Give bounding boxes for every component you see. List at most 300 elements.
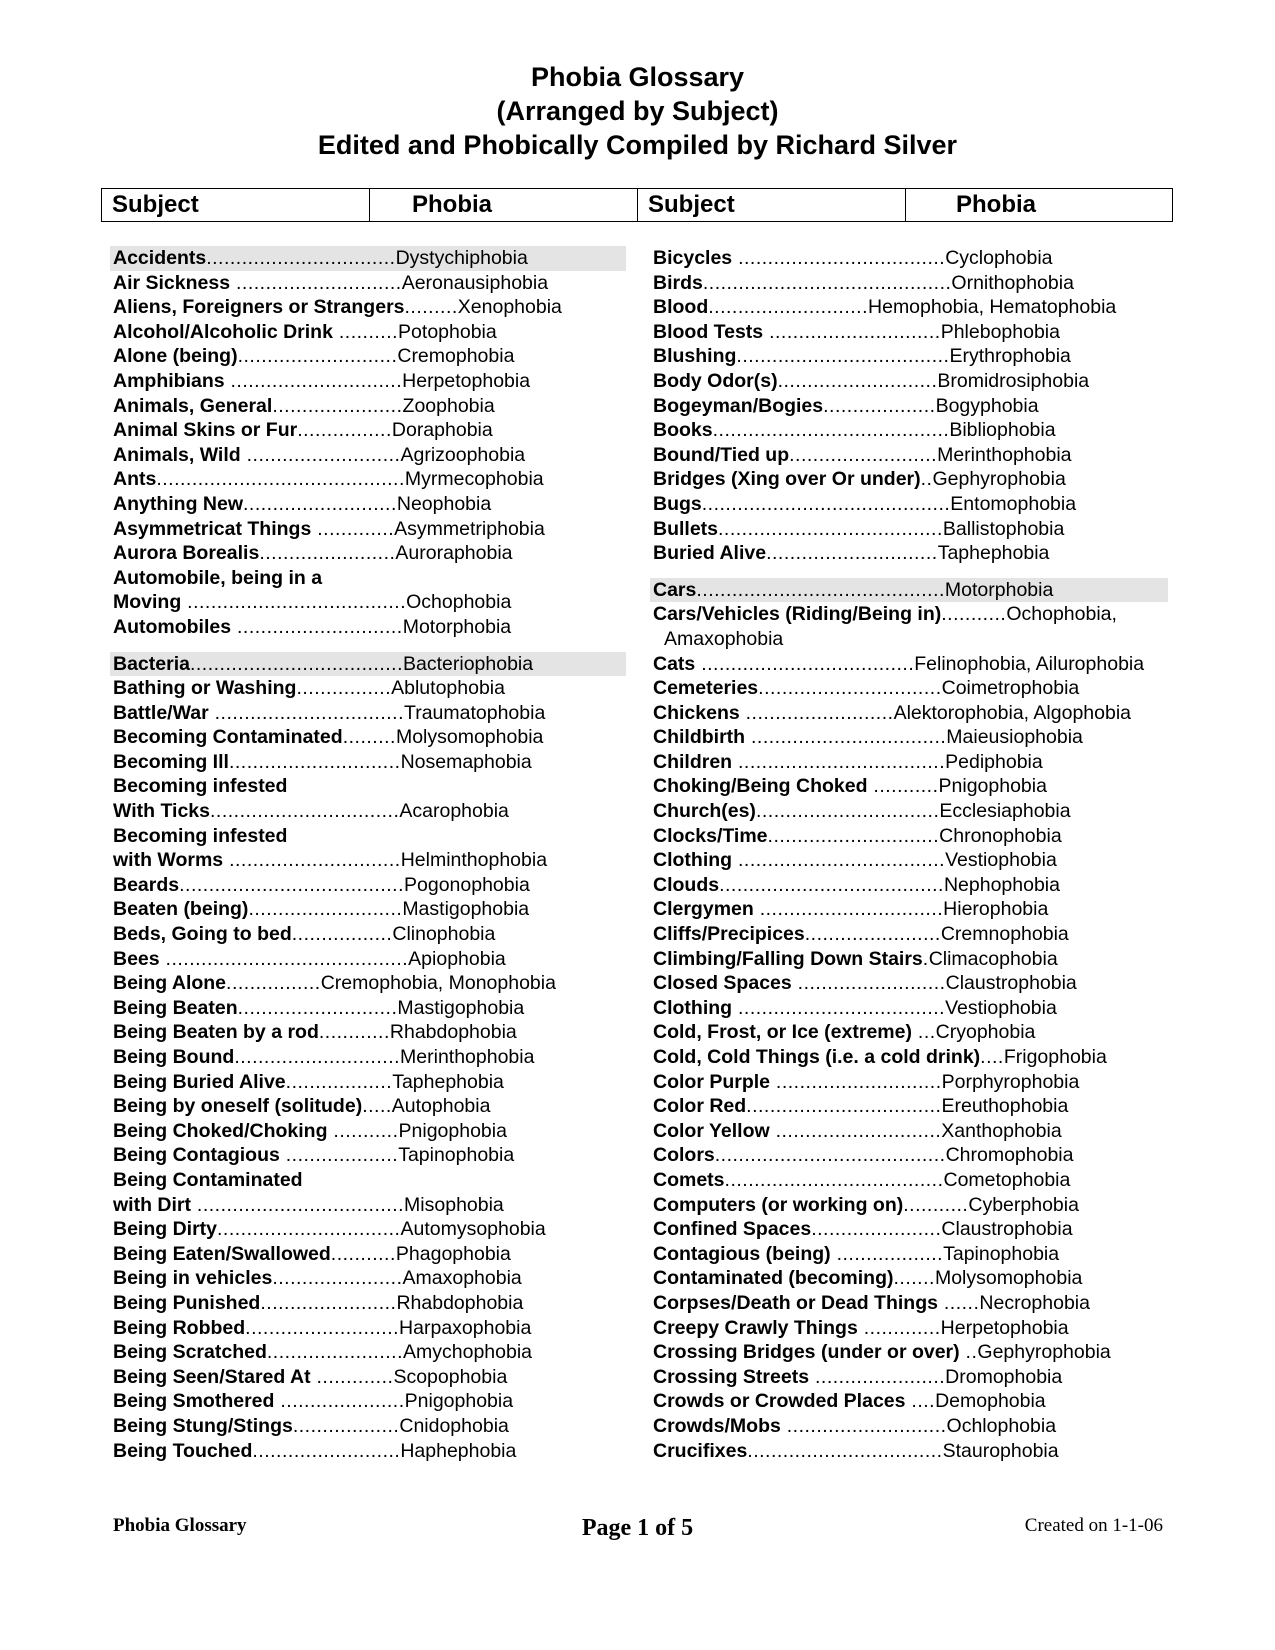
entry-dot-leader: ...: [911, 1021, 936, 1044]
entry-phobia: Automysophobia: [400, 1218, 546, 1241]
entry-phobia: Coimetrophobia: [941, 677, 1080, 700]
glossary-entry: [110, 1119, 626, 1144]
glossary-entry: [650, 443, 1168, 468]
glossary-entry: [110, 652, 626, 677]
glossary-entry: [110, 1217, 626, 1242]
entry-dot-leader: .............................: [767, 824, 940, 847]
entry-dot-leader: ..........................: [245, 1316, 400, 1339]
entry-phobia: Harpaxophobia: [399, 1316, 532, 1339]
entry-phobia: Merinthophobia: [937, 443, 1072, 466]
entry-phobia: Taphephobia: [937, 542, 1050, 565]
entry-subject: Being Choked/Choking: [113, 1119, 328, 1142]
glossary-entry: [650, 1168, 1168, 1193]
entry-dot-leader: .....................................: [724, 1168, 944, 1191]
entry-phobia: Myrmecophobia: [404, 468, 544, 491]
entry-phobia: Cyclophobia: [945, 247, 1053, 269]
entry-subject: Bathing or Washing: [113, 677, 297, 700]
entry-subject: Clocks/Time: [653, 824, 768, 847]
entry-subject: Blood Tests: [653, 320, 764, 343]
glossary-entry: [110, 947, 626, 972]
entry-dot-leader: ....................................: [189, 652, 404, 675]
glossary-entry: [650, 701, 1168, 726]
entry-phobia: Clinophobia: [392, 923, 496, 946]
entry-dot-leader: ............: [318, 1021, 390, 1044]
glossary-entry: [650, 467, 1168, 492]
glossary-entry: [650, 492, 1168, 517]
entry-dot-leader: ......................................: [179, 873, 404, 896]
entry-subject: Contaminated (becoming): [653, 1267, 894, 1290]
entry-phobia: Chromophobia: [945, 1144, 1074, 1167]
entry-dot-leader: ............................: [234, 1046, 401, 1068]
entry-phobia: Pogonophobia: [404, 873, 530, 896]
entry-phobia: Xenophobia: [457, 296, 562, 319]
glossary-entry: [110, 615, 626, 640]
entry-phobia: Apiophobia: [408, 947, 506, 970]
glossary-entry: [650, 873, 1168, 898]
entry-phobia: Demophobia: [935, 1390, 1046, 1413]
entry-subject: Computers (or working on): [653, 1193, 904, 1216]
entry-phobia: Bogyphobia: [935, 394, 1039, 417]
entry-phobia: Ochophobia,: [1006, 603, 1117, 626]
glossary-entry: [110, 996, 626, 1021]
glossary-entry: [110, 774, 626, 799]
entry-subject: Beaten (being): [113, 898, 249, 921]
entry-phobia: Bacteriophobia: [403, 652, 534, 675]
entry-dot-leader: ..: [920, 468, 933, 491]
left-column: [110, 246, 626, 1463]
entry-phobia: Nephophobia: [943, 873, 1060, 896]
header-phobia-right: Phobia: [956, 191, 1037, 218]
entry-subject: Color Red: [653, 1095, 747, 1118]
glossary-entry: [110, 676, 626, 701]
entry-phobia: Cremophobia: [397, 345, 515, 368]
glossary-entry: [110, 1414, 626, 1439]
entry-subject: Being Buried Alive: [113, 1070, 286, 1093]
glossary-entry: [650, 1316, 1168, 1341]
glossary-entry: [110, 971, 626, 996]
entry-subject: Accidents: [113, 247, 207, 269]
entry-dot-leader: .....: [362, 1095, 392, 1118]
entry-dot-leader: .......................: [266, 1341, 403, 1364]
entry-phobia: Merinthophobia: [400, 1046, 535, 1068]
header-phobia-left: Phobia: [370, 189, 638, 221]
entry-dot-leader: ..........: [332, 320, 399, 343]
entry-subject: Cold, Frost, or Ice (extreme): [653, 1021, 912, 1044]
glossary-entry: [650, 541, 1168, 566]
entry-phobia: Climacophobia: [928, 947, 1058, 970]
entry-dot-leader: ...........................: [708, 296, 869, 319]
entry-phobia: Molysomophobia: [395, 726, 544, 749]
footer-page-number: Page 1 of 5: [581, 1515, 694, 1541]
entry-dot-leader: .......................................: [714, 1144, 946, 1167]
entry-dot-leader: ....: [905, 1390, 936, 1413]
glossary-entry: [110, 246, 626, 271]
entry-phobia: Pediphobia: [945, 750, 1043, 773]
glossary-entry: [650, 652, 1168, 677]
entry-subject: Crossing Streets: [653, 1365, 810, 1388]
entry-subject: Being Smothered: [113, 1390, 275, 1413]
entry-dot-leader: ...............................: [217, 1218, 401, 1241]
entry-phobia: Doraphobia: [391, 419, 493, 442]
entry-dot-leader: .........: [404, 296, 458, 319]
glossary-entry: [110, 344, 626, 369]
entry-subject: Moving: [113, 591, 182, 614]
entry-subject: Bridges (Xing over Or under): [653, 468, 921, 491]
entry-subject: Being Seen/Stared At: [113, 1365, 311, 1388]
entry-phobia: Hemophobia, Hematophobia: [868, 296, 1117, 319]
glossary-entry: [110, 1439, 626, 1464]
entry-subject: Children: [653, 750, 733, 773]
entry-phobia: Herpetophobia: [940, 1316, 1069, 1339]
entry-dot-leader: ......................: [809, 1365, 946, 1388]
entry-phobia: Vestiophobia: [945, 996, 1057, 1019]
entry-dot-leader: .............................: [228, 750, 401, 773]
entry-dot-leader: ..........................................: [156, 468, 405, 491]
entry-subject: Chickens: [653, 701, 740, 724]
entry-phobia: Bromidrosiphobia: [937, 369, 1090, 392]
title-line-3: Edited and Phobically Compiled by Richard Silver: [317, 130, 958, 160]
entry-dot-leader: ......................: [272, 1267, 403, 1290]
entry-subject: With Ticks: [113, 800, 210, 823]
entry-subject: Amphibians: [113, 369, 225, 392]
entry-phobia: Haphephobia: [400, 1439, 517, 1462]
entry-dot-leader: .............................: [223, 849, 401, 872]
entry-dot-leader: ..........................: [240, 443, 401, 466]
glossary-entry: [110, 1340, 626, 1365]
entry-dot-leader: ...................................: [732, 996, 946, 1019]
title-line-1: Phobia Glossary: [530, 62, 745, 92]
glossary-entry: [110, 394, 626, 419]
entry-phobia: Ecclesiaphobia: [939, 800, 1071, 823]
entry-dot-leader: ................................: [210, 800, 400, 823]
glossary-entry: [110, 443, 626, 468]
entry-phobia: Claustrophobia: [941, 1218, 1073, 1241]
entry-subject: Body Odor(s): [653, 369, 778, 392]
entry-dot-leader: .........................: [252, 1439, 401, 1462]
entry-phobia: Entomophobia: [950, 492, 1077, 515]
glossary-entry: [650, 320, 1168, 345]
entry-phobia: Mastigophobia: [397, 996, 525, 1019]
entry-phobia: Chronophobia: [939, 824, 1062, 847]
glossary-entry: [110, 517, 626, 542]
entry-subject: Cats: [653, 652, 696, 675]
entry-subject: Being Punished: [113, 1291, 261, 1314]
entry-subject: Choking/Being Choked: [653, 775, 868, 798]
entry-subject: Crowds/Mobs: [653, 1414, 781, 1437]
glossary-entry: [110, 418, 626, 443]
entry-dot-leader: .......................: [259, 542, 396, 565]
entry-phobia: Tapinophobia: [398, 1144, 515, 1167]
glossary-entry: [110, 295, 626, 320]
entry-subject: Color Yellow: [653, 1119, 770, 1142]
glossary-entry: [650, 271, 1168, 296]
entry-subject: Books: [653, 419, 713, 442]
entry-subject: Cars: [653, 578, 697, 601]
entry-dot-leader: .............................: [224, 369, 403, 392]
glossary-entry: [650, 1389, 1168, 1414]
glossary-entry: [650, 1439, 1168, 1464]
glossary-entry: [650, 1217, 1168, 1242]
glossary-entry: [650, 750, 1168, 775]
entry-dot-leader: ....: [980, 1046, 1004, 1068]
glossary-entry: [110, 1045, 626, 1070]
entry-dot-leader: ................: [226, 972, 321, 995]
glossary-entry: [110, 369, 626, 394]
glossary-entry: [110, 541, 626, 566]
glossary-entry: [650, 1094, 1168, 1119]
entry-subject: Beds, Going to bed: [113, 923, 292, 946]
glossary-entry: [650, 578, 1168, 603]
entry-phobia: Nosemaphobia: [400, 750, 532, 773]
entry-dot-leader: ................: [297, 419, 392, 442]
entry-dot-leader: .........................: [739, 701, 894, 724]
entry-phobia: Gephyrophobia: [932, 468, 1066, 491]
entry-phobia: Maieusiophobia: [946, 726, 1083, 749]
entry-dot-leader: ..................: [285, 1070, 393, 1093]
entry-dot-leader: ......................: [811, 1218, 942, 1241]
entry-phobia: Helminthophobia: [400, 849, 548, 872]
entry-dot-leader: ...........................: [777, 369, 938, 392]
entry-phobia: Rhabdophobia: [389, 1021, 517, 1044]
entry-subject: Battle/War: [113, 701, 209, 724]
entry-subject: Becoming Contaminated: [113, 726, 343, 749]
entry-phobia: Phagophobia: [395, 1242, 511, 1265]
glossary-entry: [650, 418, 1168, 443]
glossary-entry: [110, 922, 626, 947]
entry-subject: Cliffs/Precipices: [653, 923, 805, 946]
header-subject-left: Subject: [102, 189, 370, 221]
entry-phobia: Mastigophobia: [402, 898, 530, 921]
entry-dot-leader: .........................................: [159, 947, 409, 970]
glossary-entry: [650, 774, 1168, 799]
entry-dot-leader: ...........................: [780, 1414, 947, 1437]
entry-dot-leader: ..................: [830, 1242, 944, 1265]
entry-subject: Contagious (being): [653, 1242, 831, 1265]
entry-dot-leader: ..........................................: [702, 271, 952, 294]
entry-phobia: Autophobia: [391, 1095, 491, 1118]
entry-subject: Being Scratched: [113, 1341, 267, 1364]
entry-subject: Cold, Cold Things (i.e. a cold drink): [653, 1046, 981, 1068]
glossary-entry: [650, 1266, 1168, 1291]
entry-phobia: Motorphobia: [402, 615, 512, 638]
entry-subject: Bees: [113, 947, 160, 970]
glossary-entry: [110, 492, 626, 517]
entry-dot-leader: ................................: [208, 701, 405, 724]
glossary-entry: [110, 1266, 626, 1291]
entry-subject: Asymmetricat Things: [113, 517, 312, 540]
entry-phobia: Taphephobia: [392, 1070, 504, 1093]
entry-phobia: Ochlophobia: [946, 1414, 1057, 1437]
entry-phobia: Rhabdophobia: [396, 1291, 524, 1314]
entry-dot-leader: ...........................: [237, 996, 398, 1019]
entry-subject: Climbing/Falling Down Stairs: [653, 947, 923, 970]
document-title: [0, 60, 1275, 162]
entry-subject: Closed Spaces: [653, 972, 792, 995]
glossary-entry: [650, 799, 1168, 824]
glossary-entry: [650, 947, 1168, 972]
entry-dot-leader: ..: [959, 1341, 978, 1364]
entry-phobia: Neophobia: [396, 492, 492, 515]
entry-dot-leader: ............................: [770, 1070, 942, 1093]
entry-dot-leader: ..................: [292, 1414, 400, 1437]
entry-subject: Being in vehicles: [113, 1267, 273, 1290]
entry-subject: Crossing Bridges (under or over): [653, 1341, 960, 1364]
glossary-entry: [650, 1020, 1168, 1045]
entry-phobia: Cremnophobia: [940, 923, 1069, 946]
entry-dot-leader: ...........: [330, 1242, 396, 1265]
entry-subject: Bullets: [653, 517, 719, 540]
entry-dot-leader: ......................................: [718, 517, 943, 540]
entry-phobia: Hierophobia: [943, 898, 1049, 921]
glossary-entry: [650, 1045, 1168, 1070]
entry-subject: Colors: [653, 1144, 715, 1167]
entry-phobia: Ballistophobia: [942, 517, 1065, 540]
entry-subject: Ants: [113, 468, 157, 491]
glossary-entry: [110, 799, 626, 824]
entry-phobia: Ochophobia: [406, 591, 512, 614]
glossary-entry: [110, 590, 626, 615]
entry-phobia: Traumatophobia: [404, 701, 546, 724]
entry-dot-leader: ....................................: [695, 652, 915, 675]
entry-subject: Bacteria: [113, 652, 190, 675]
entry-subject: Color Purple: [653, 1070, 771, 1093]
entry-phobia: Amychophobia: [403, 1341, 532, 1364]
entry-dot-leader: .........: [342, 726, 396, 749]
entry-dot-leader: ...................................: [732, 247, 946, 269]
entry-subject: Crucifixes: [653, 1439, 748, 1462]
glossary-entry: [650, 996, 1168, 1021]
entry-subject: Automobiles: [113, 615, 232, 638]
glossary-entry: [110, 750, 626, 775]
entry-subject: Cars/Vehicles (Riding/Being in): [653, 603, 942, 626]
entry-dot-leader: ...............................: [755, 800, 940, 823]
glossary-entry: [650, 824, 1168, 849]
glossary-entry: [110, 1020, 626, 1045]
entry-dot-leader: ..........................................: [701, 492, 951, 515]
glossary-entry: [650, 295, 1168, 320]
glossary-entry: [650, 897, 1168, 922]
glossary-entry: [650, 602, 1168, 627]
glossary-entry: [110, 1193, 626, 1218]
entry-dot-leader: .: [922, 947, 929, 970]
glossary-entry: [650, 725, 1168, 750]
entry-phobia: Dromophobia: [945, 1365, 1063, 1388]
entry-dot-leader: ...................................: [732, 849, 946, 872]
glossary-entry: [110, 725, 626, 750]
entry-phobia: Claustrophobia: [945, 972, 1077, 995]
entry-phobia: Herpetophobia: [402, 369, 531, 392]
glossary-entry: [110, 701, 626, 726]
entry-subject: Cemeteries: [653, 677, 759, 700]
entry-subject: Aurora Borealis: [113, 542, 260, 565]
entry-subject: Clouds: [653, 873, 720, 896]
entry-phobia: Ornithophobia: [951, 271, 1074, 294]
glossary-entry: [110, 1070, 626, 1095]
glossary-entry: [650, 1242, 1168, 1267]
entry-phobia: Zoophobia: [402, 394, 495, 417]
entry-dot-leader: ......................................: [719, 873, 944, 896]
entry-dot-leader: .............: [857, 1316, 941, 1339]
entry-dot-leader: .......................: [804, 923, 941, 946]
glossary-entry: [650, 848, 1168, 873]
entry-dot-leader: ...........................: [237, 345, 398, 368]
glossary-entry: [650, 1340, 1168, 1365]
entry-phobia: Agrizoophobia: [400, 443, 526, 466]
entry-phobia: Aeronausiphobia: [401, 271, 549, 294]
glossary-entry: [110, 1389, 626, 1414]
entry-dot-leader: ...................: [279, 1144, 399, 1167]
glossary-entry: [650, 922, 1168, 947]
entry-dot-leader: .............: [310, 1365, 394, 1388]
entry-dot-leader: .........................: [789, 443, 938, 466]
entry-subject: Bicycles: [653, 247, 733, 269]
entry-dot-leader: ....................................: [736, 345, 950, 368]
glossary-entry: [110, 848, 626, 873]
entry-subject: Being Stung/Stings: [113, 1414, 293, 1437]
entry-dot-leader: ............................: [231, 615, 403, 638]
entry-phobia: Auroraphobia: [395, 542, 513, 565]
entry-phobia: Frigophobia: [1003, 1046, 1107, 1068]
entry-phobia: Tapinophobia: [943, 1242, 1060, 1265]
entry-dot-leader: ...................: [823, 394, 936, 417]
glossary-entry: [650, 344, 1168, 369]
entry-subject: Animal Skins or Fur: [113, 419, 298, 442]
entry-subject: Being Beaten: [113, 996, 238, 1019]
entry-subject: Alone (being): [113, 345, 238, 368]
entry-subject: Creepy Crawly Things: [653, 1316, 858, 1339]
entry-dot-leader: .......................: [260, 1291, 397, 1314]
glossary-entry: [650, 971, 1168, 996]
entry-phobia: Pnigophobia: [404, 1390, 514, 1413]
entry-dot-leader: ........................................: [712, 419, 950, 442]
entry-phobia: Amaxophobia: [664, 627, 784, 650]
entry-phobia: Pnigophobia: [938, 775, 1047, 798]
entry-dot-leader: ............................: [769, 1119, 942, 1142]
entry-dot-leader: ...........: [941, 603, 1007, 626]
entry-dot-leader: ..........................: [248, 898, 403, 921]
entry-dot-leader: ...........: [327, 1119, 399, 1142]
glossary-entry: [110, 1365, 626, 1390]
entry-subject: Being by oneself (solitude): [113, 1095, 363, 1118]
glossary-entry: [110, 1094, 626, 1119]
entry-phobia: Vestiophobia: [945, 849, 1057, 872]
entry-phobia: Cnidophobia: [399, 1414, 509, 1437]
entry-subject: Corpses/Death or Dead Things: [653, 1291, 938, 1314]
glossary-entry: [650, 246, 1168, 271]
entry-dot-leader: ...................................: [191, 1193, 405, 1216]
glossary-entry: [110, 271, 626, 296]
entry-phobia: Potophobia: [398, 320, 497, 343]
entry-subject: Being Robbed: [113, 1316, 246, 1339]
entry-subject: Aliens, Foreigners or Strangers: [113, 296, 405, 319]
entry-subject: Beards: [113, 873, 180, 896]
entry-subject: Animals, General: [113, 394, 273, 417]
entry-dot-leader: .........................: [791, 972, 946, 995]
entry-dot-leader: .............................: [766, 542, 938, 565]
entry-subject: Bugs: [653, 492, 702, 515]
glossary-entry: [110, 824, 626, 849]
entry-subject: Alcohol/Alcoholic Drink: [113, 320, 333, 343]
entry-subject: Being Alone: [113, 972, 227, 995]
entry-subject: Crowds or Crowded Places: [653, 1390, 906, 1413]
entry-subject: Clothing: [653, 849, 733, 872]
entry-phobia: Alektorophobia, Algophobia: [893, 701, 1132, 724]
entry-subject: Being Touched: [113, 1439, 253, 1462]
right-column: [650, 246, 1168, 1463]
entry-dot-leader: .................................: [747, 1439, 943, 1462]
entry-subject: Becoming Ill: [113, 750, 229, 773]
entry-phobia: Gephyrophobia: [977, 1341, 1111, 1364]
